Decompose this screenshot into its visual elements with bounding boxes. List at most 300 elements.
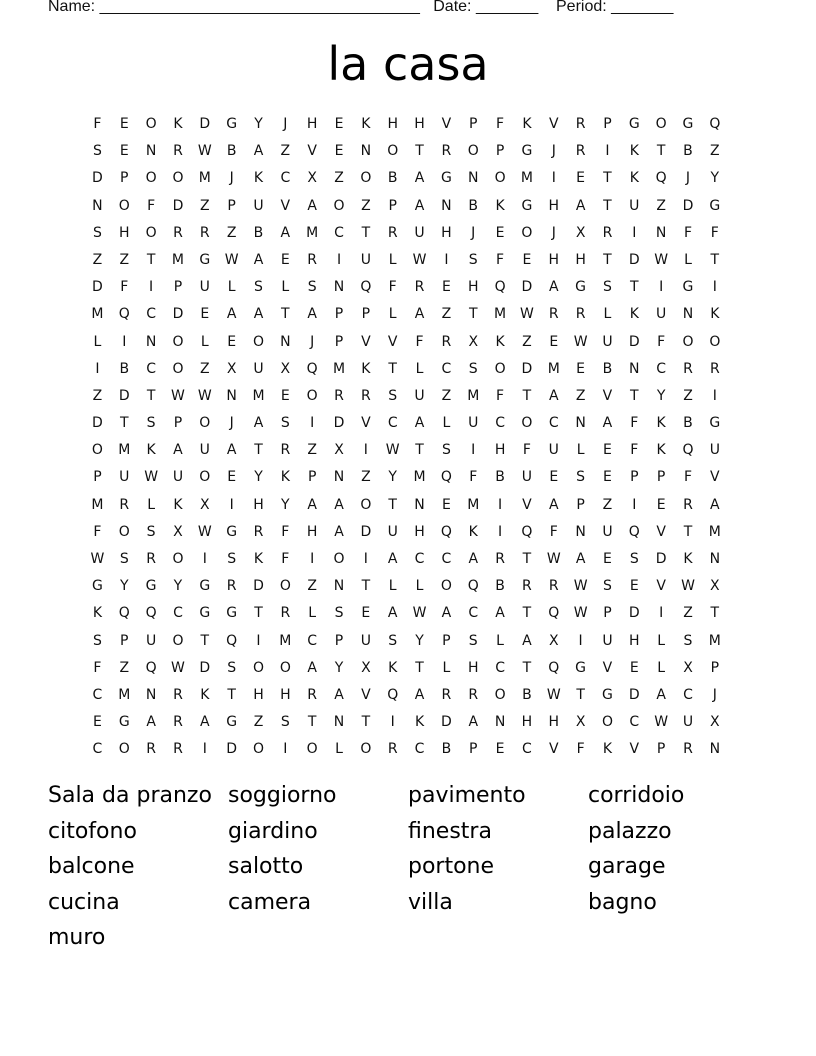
grid-cell: O: [601, 714, 613, 731]
grid-cell: T: [388, 496, 397, 513]
grid-cell: N: [467, 170, 479, 187]
grid-cell: Q: [118, 605, 130, 622]
word-bank-item: balcone: [48, 854, 135, 879]
grid-cell: R: [199, 224, 210, 241]
grid-cell: S: [603, 279, 612, 296]
grid-cell: W: [546, 686, 561, 703]
grid-cell: H: [548, 197, 560, 214]
grid-cell: P: [710, 659, 720, 676]
grid-cell: W: [681, 578, 695, 595]
grid-cell: T: [683, 523, 693, 540]
grid-cell: C: [495, 415, 505, 432]
grid-cell: Z: [226, 224, 237, 241]
grid-cell: A: [253, 306, 264, 323]
grid-cell: R: [575, 306, 586, 323]
grid-cell: T: [522, 387, 532, 404]
grid-cell: O: [333, 551, 345, 567]
grid-cell: L: [442, 659, 451, 676]
grid-cell: G: [709, 197, 721, 214]
grid-cell: C: [629, 714, 640, 731]
grid-cell: N: [280, 333, 291, 350]
grid-cell: L: [388, 251, 397, 268]
grid-cell: I: [659, 279, 664, 296]
grid-cell: O: [199, 469, 211, 486]
grid-cell: F: [469, 469, 478, 486]
grid-cell: O: [252, 333, 264, 350]
grid-cell: D: [628, 605, 640, 622]
grid-cell: O: [118, 741, 130, 758]
grid-cell: X: [307, 170, 317, 187]
grid-cell: M: [198, 170, 211, 187]
grid-cell: T: [630, 387, 639, 404]
grid-cell: E: [441, 496, 451, 513]
grid-cell: U: [414, 224, 425, 241]
grid-cell: H: [306, 116, 318, 132]
grid-cell: Y: [388, 469, 397, 486]
grid-cell: Q: [548, 659, 560, 676]
grid-cell: K: [495, 333, 505, 350]
grid-cell: J: [685, 170, 691, 187]
grid-cell: F: [147, 197, 156, 214]
grid-cell: F: [496, 387, 505, 404]
grid-cell: V: [307, 143, 317, 160]
grid-cell: O: [91, 442, 103, 459]
grid-cell: L: [147, 496, 156, 513]
grid-cell: Y: [415, 632, 424, 649]
grid-cell: N: [333, 469, 345, 486]
grid-cell: R: [387, 224, 398, 241]
grid-cell: V: [656, 578, 666, 595]
grid-cell: N: [360, 143, 372, 160]
grid-cell: S: [683, 632, 693, 649]
grid-cell: L: [388, 578, 397, 595]
grid-cell: O: [494, 170, 506, 187]
grid-cell: R: [441, 686, 452, 703]
grid-cell: H: [494, 442, 506, 459]
grid-cell: S: [146, 523, 156, 540]
grid-cell: U: [414, 387, 425, 404]
grid-cell: X: [173, 523, 183, 540]
grid-cell: V: [387, 333, 398, 350]
grid-cell: T: [146, 387, 156, 404]
grid-cell: E: [334, 143, 344, 160]
grid-cell: G: [145, 578, 157, 595]
grid-cell: E: [603, 551, 612, 567]
grid-cell: O: [199, 415, 211, 432]
grid-cell: I: [95, 360, 100, 377]
word-bank-item: pavimento: [408, 783, 526, 808]
grid-cell: X: [226, 360, 237, 377]
grid-cell: Z: [307, 442, 317, 459]
grid-cell: C: [173, 605, 183, 622]
grid-cell: W: [144, 469, 159, 486]
grid-cell: E: [603, 442, 612, 459]
grid-cell: A: [548, 387, 559, 404]
grid-cell: J: [310, 333, 315, 350]
grid-cell: W: [385, 442, 400, 459]
grid-cell: I: [390, 714, 395, 731]
grid-cell: T: [603, 197, 612, 214]
grid-cell: C: [495, 659, 505, 676]
grid-cell: G: [575, 659, 587, 676]
grid-cell: Q: [709, 116, 721, 132]
grid-cell: C: [307, 632, 318, 649]
grid-cell: O: [682, 333, 694, 350]
grid-cell: E: [280, 387, 290, 404]
grid-cell: R: [173, 686, 183, 703]
grid-cell: B: [387, 170, 398, 187]
grid-cell: T: [710, 605, 720, 622]
grid-cell: A: [307, 306, 317, 323]
grid-cell: D: [92, 170, 103, 187]
grid-cell: B: [683, 143, 693, 160]
grid-cell: B: [253, 224, 264, 241]
grid-cell: O: [172, 632, 184, 649]
grid-cell: I: [256, 632, 261, 649]
grid-cell: Y: [334, 659, 344, 676]
grid-cell: K: [602, 741, 613, 758]
grid-cell: Q: [548, 605, 560, 622]
word-bank-item: muro: [48, 925, 106, 950]
grid-cell: S: [92, 143, 102, 160]
grid-cell: S: [146, 415, 156, 432]
grid-cell: O: [655, 116, 667, 132]
grid-cell: Z: [334, 170, 344, 187]
grid-cell: U: [387, 523, 398, 540]
grid-cell: L: [335, 741, 343, 758]
grid-cell: G: [118, 714, 130, 731]
grid-cell: O: [172, 360, 184, 377]
grid-cell: T: [468, 306, 478, 323]
grid-cell: D: [199, 659, 211, 676]
grid-cell: N: [575, 415, 586, 432]
grid-cell: Z: [92, 251, 103, 268]
grid-cell: L: [227, 279, 236, 296]
grid-cell: U: [602, 632, 613, 649]
grid-cell: I: [498, 496, 503, 513]
grid-cell: J: [229, 170, 234, 187]
grid-cell: S: [254, 279, 263, 296]
grid-cell: L: [93, 333, 102, 350]
grid-cell: R: [119, 496, 130, 513]
grid-cell: O: [279, 659, 291, 676]
grid-cell: C: [468, 605, 479, 622]
grid-cell: A: [575, 197, 586, 214]
word-bank-item: camera: [228, 889, 312, 915]
grid-cell: R: [173, 224, 183, 241]
grid-cell: A: [441, 605, 452, 622]
grid-cell: E: [92, 714, 102, 731]
grid-cell: E: [656, 496, 666, 513]
grid-cell: A: [387, 605, 398, 622]
grid-cell: U: [253, 360, 264, 377]
grid-cell: G: [199, 251, 211, 268]
grid-cell: V: [522, 496, 532, 513]
grid-cell: R: [173, 714, 183, 731]
grid-cell: Q: [521, 523, 533, 540]
grid-cell: O: [467, 143, 479, 160]
grid-cell: H: [414, 523, 425, 540]
grid-cell: R: [146, 551, 156, 567]
grid-cell: B: [683, 415, 693, 432]
grid-cell: H: [548, 251, 560, 268]
grid-cell: J: [471, 224, 476, 241]
grid-cell: S: [227, 551, 237, 567]
grid-cell: O: [306, 741, 318, 758]
grid-cell: R: [683, 360, 693, 377]
grid-cell: I: [444, 251, 449, 268]
grid-cell: N: [333, 714, 345, 731]
grid-cell: T: [415, 442, 424, 459]
grid-cell: A: [710, 496, 720, 513]
grid-cell: G: [226, 523, 238, 540]
grid-cell: A: [468, 714, 479, 731]
grid-cell: Q: [306, 360, 318, 377]
grid-cell: D: [92, 279, 103, 296]
grid-cell: L: [442, 415, 451, 432]
grid-cell: I: [336, 251, 342, 268]
grid-cell: H: [575, 251, 586, 268]
grid-cell: N: [709, 741, 721, 758]
grid-cell: K: [629, 143, 639, 160]
grid-cell: M: [91, 496, 104, 513]
grid-cell: V: [548, 116, 559, 132]
grid-cell: M: [413, 469, 426, 486]
grid-cell: N: [709, 551, 721, 567]
grid-cell: S: [603, 578, 612, 595]
grid-cell: U: [468, 415, 479, 432]
word-bank-item: giardino: [228, 818, 318, 844]
grid-cell: A: [548, 279, 559, 296]
grid-cell: I: [632, 224, 637, 241]
grid-cell: D: [521, 279, 533, 296]
grid-cell: V: [602, 659, 613, 676]
grid-cell: I: [229, 496, 234, 513]
grid-cell: A: [495, 605, 505, 622]
grid-cell: A: [253, 143, 264, 160]
grid-cell: R: [548, 578, 559, 595]
grid-cell: U: [521, 469, 533, 486]
grid-cell: T: [254, 605, 263, 622]
grid-cell: O: [360, 741, 372, 758]
grid-cell: U: [602, 523, 613, 540]
grid-cell: R: [307, 251, 318, 268]
grid-cell: H: [280, 686, 291, 703]
grid-cell: R: [575, 143, 586, 160]
grid-cell: P: [120, 632, 129, 649]
grid-cell: Z: [361, 197, 371, 214]
grid-cell: R: [360, 387, 371, 404]
grid-cell: W: [224, 251, 239, 268]
grid-cell: P: [469, 741, 478, 758]
grid-cell: N: [92, 197, 103, 214]
grid-cell: C: [683, 686, 693, 703]
grid-cell: K: [656, 442, 666, 459]
grid-cell: D: [360, 523, 372, 540]
grid-cell: E: [280, 251, 290, 268]
grid-cell: O: [145, 224, 157, 241]
grid-cell: G: [628, 116, 640, 132]
grid-cell: A: [414, 415, 425, 432]
letter-grid: [84, 111, 728, 764]
grid-cell: W: [412, 605, 427, 622]
grid-cell: T: [656, 143, 666, 160]
grid-cell: T: [388, 360, 397, 377]
grid-cell: R: [226, 578, 237, 595]
grid-cell: S: [468, 251, 478, 268]
grid-cell: R: [522, 578, 532, 595]
grid-cell: Q: [467, 578, 479, 595]
grid-cell: A: [414, 686, 425, 703]
grid-cell: C: [656, 360, 667, 377]
grid-cell: A: [253, 415, 264, 432]
grid-cell: R: [575, 116, 586, 132]
word-bank-item: soggiorno: [228, 783, 337, 808]
grid-cell: A: [307, 496, 317, 513]
grid-cell: P: [656, 469, 666, 486]
grid-cell: S: [280, 415, 290, 432]
grid-cell: Z: [280, 143, 291, 160]
grid-cell: T: [146, 251, 156, 268]
grid-cell: W: [573, 605, 588, 622]
grid-cell: A: [548, 496, 559, 513]
word-bank-item: Sala da pranzo: [48, 783, 212, 808]
word-bank-item: corridoio: [588, 783, 685, 808]
grid-cell: I: [310, 415, 315, 432]
grid-cell: T: [415, 659, 424, 676]
grid-cell: K: [468, 523, 478, 540]
grid-cell: Z: [200, 197, 210, 214]
grid-cell: E: [495, 224, 505, 241]
grid-cell: E: [576, 170, 586, 187]
grid-cell: X: [334, 442, 344, 459]
grid-cell: G: [199, 578, 211, 595]
grid-cell: L: [388, 306, 397, 323]
grid-cell: V: [361, 415, 371, 432]
grid-cell: V: [656, 523, 666, 540]
grid-cell: U: [253, 197, 264, 214]
grid-cell: M: [520, 170, 533, 187]
grid-cell: J: [551, 224, 556, 241]
grid-cell: D: [441, 714, 452, 731]
grid-cell: R: [387, 741, 398, 758]
grid-cell: W: [197, 143, 212, 160]
grid-cell: R: [173, 741, 183, 758]
grid-cell: W: [546, 551, 561, 567]
grid-cell: K: [253, 170, 264, 187]
grid-cell: G: [226, 116, 238, 132]
grid-cell: H: [467, 279, 479, 296]
grid-cell: N: [494, 714, 506, 731]
grid-cell: J: [229, 415, 234, 432]
grid-cell: Q: [440, 523, 452, 540]
grid-cell: P: [576, 496, 585, 513]
grid-cell: W: [573, 333, 588, 350]
grid-cell: M: [306, 224, 319, 241]
grid-cell: E: [227, 469, 237, 486]
grid-cell: L: [657, 659, 666, 676]
grid-cell: T: [254, 442, 263, 459]
grid-cell: X: [683, 659, 693, 676]
grid-cell: C: [387, 415, 398, 432]
grid-cell: A: [173, 442, 183, 459]
grid-cell: E: [227, 333, 237, 350]
grid-cell: A: [602, 415, 613, 432]
grid-cell: P: [334, 306, 344, 323]
grid-cell: S: [468, 360, 478, 377]
grid-cell: U: [602, 333, 613, 350]
grid-cell: T: [361, 578, 371, 595]
word-bank-item: salotto: [228, 854, 304, 879]
grid-cell: I: [283, 741, 288, 758]
grid-cell: Z: [522, 333, 532, 350]
word-bank-item: bagno: [588, 889, 657, 915]
grid-cell: O: [360, 170, 372, 187]
grid-cell: Z: [361, 469, 371, 486]
grid-cell: H: [548, 714, 560, 731]
grid-cell: A: [253, 251, 264, 268]
grid-cell: T: [415, 143, 424, 160]
grid-cell: B: [602, 360, 613, 377]
grid-cell: D: [199, 116, 211, 132]
grid-cell: Q: [360, 279, 372, 296]
grid-cell: P: [334, 333, 344, 350]
grid-cell: A: [280, 224, 291, 241]
grid-cell: L: [281, 279, 290, 296]
grid-cell: A: [414, 170, 425, 187]
grid-cell: X: [200, 496, 210, 513]
grid-cell: R: [548, 306, 559, 323]
grid-cell: F: [281, 523, 290, 540]
grid-cell: M: [467, 496, 480, 513]
grid-cell: Q: [145, 605, 157, 622]
grid-cell: V: [361, 333, 371, 350]
grid-cell: T: [227, 686, 236, 703]
grid-cell: T: [576, 686, 585, 703]
grid-cell: B: [468, 197, 479, 214]
grid-cell: T: [522, 605, 532, 622]
grid-cell: L: [657, 632, 666, 649]
grid-cell: I: [551, 170, 556, 187]
grid-cell: B: [441, 741, 452, 758]
grid-cell: E: [576, 360, 586, 377]
grid-cell: O: [360, 496, 372, 513]
grid-cell: U: [682, 714, 694, 731]
grid-cell: E: [361, 605, 371, 622]
grid-cell: N: [414, 496, 425, 513]
grid-cell: D: [253, 578, 264, 595]
grid-cell: T: [522, 551, 532, 567]
grid-cell: T: [281, 306, 290, 323]
grid-cell: S: [280, 714, 290, 731]
grid-cell: I: [149, 279, 154, 296]
grid-cell: C: [92, 686, 103, 703]
grid-cell: W: [197, 387, 212, 404]
grid-cell: R: [334, 387, 344, 404]
grid-cell: E: [603, 469, 612, 486]
grid-cell: C: [334, 224, 344, 241]
grid-cell: T: [603, 170, 612, 187]
grid-cell: G: [709, 415, 721, 432]
grid-cell: Y: [119, 578, 129, 595]
grid-cell: F: [549, 523, 558, 540]
grid-cell: X: [548, 632, 559, 649]
grid-cell: D: [682, 197, 694, 214]
grid-cell: H: [387, 116, 398, 132]
grid-cell: P: [442, 632, 451, 649]
grid-cell: U: [548, 442, 559, 459]
grid-cell: H: [306, 523, 318, 540]
